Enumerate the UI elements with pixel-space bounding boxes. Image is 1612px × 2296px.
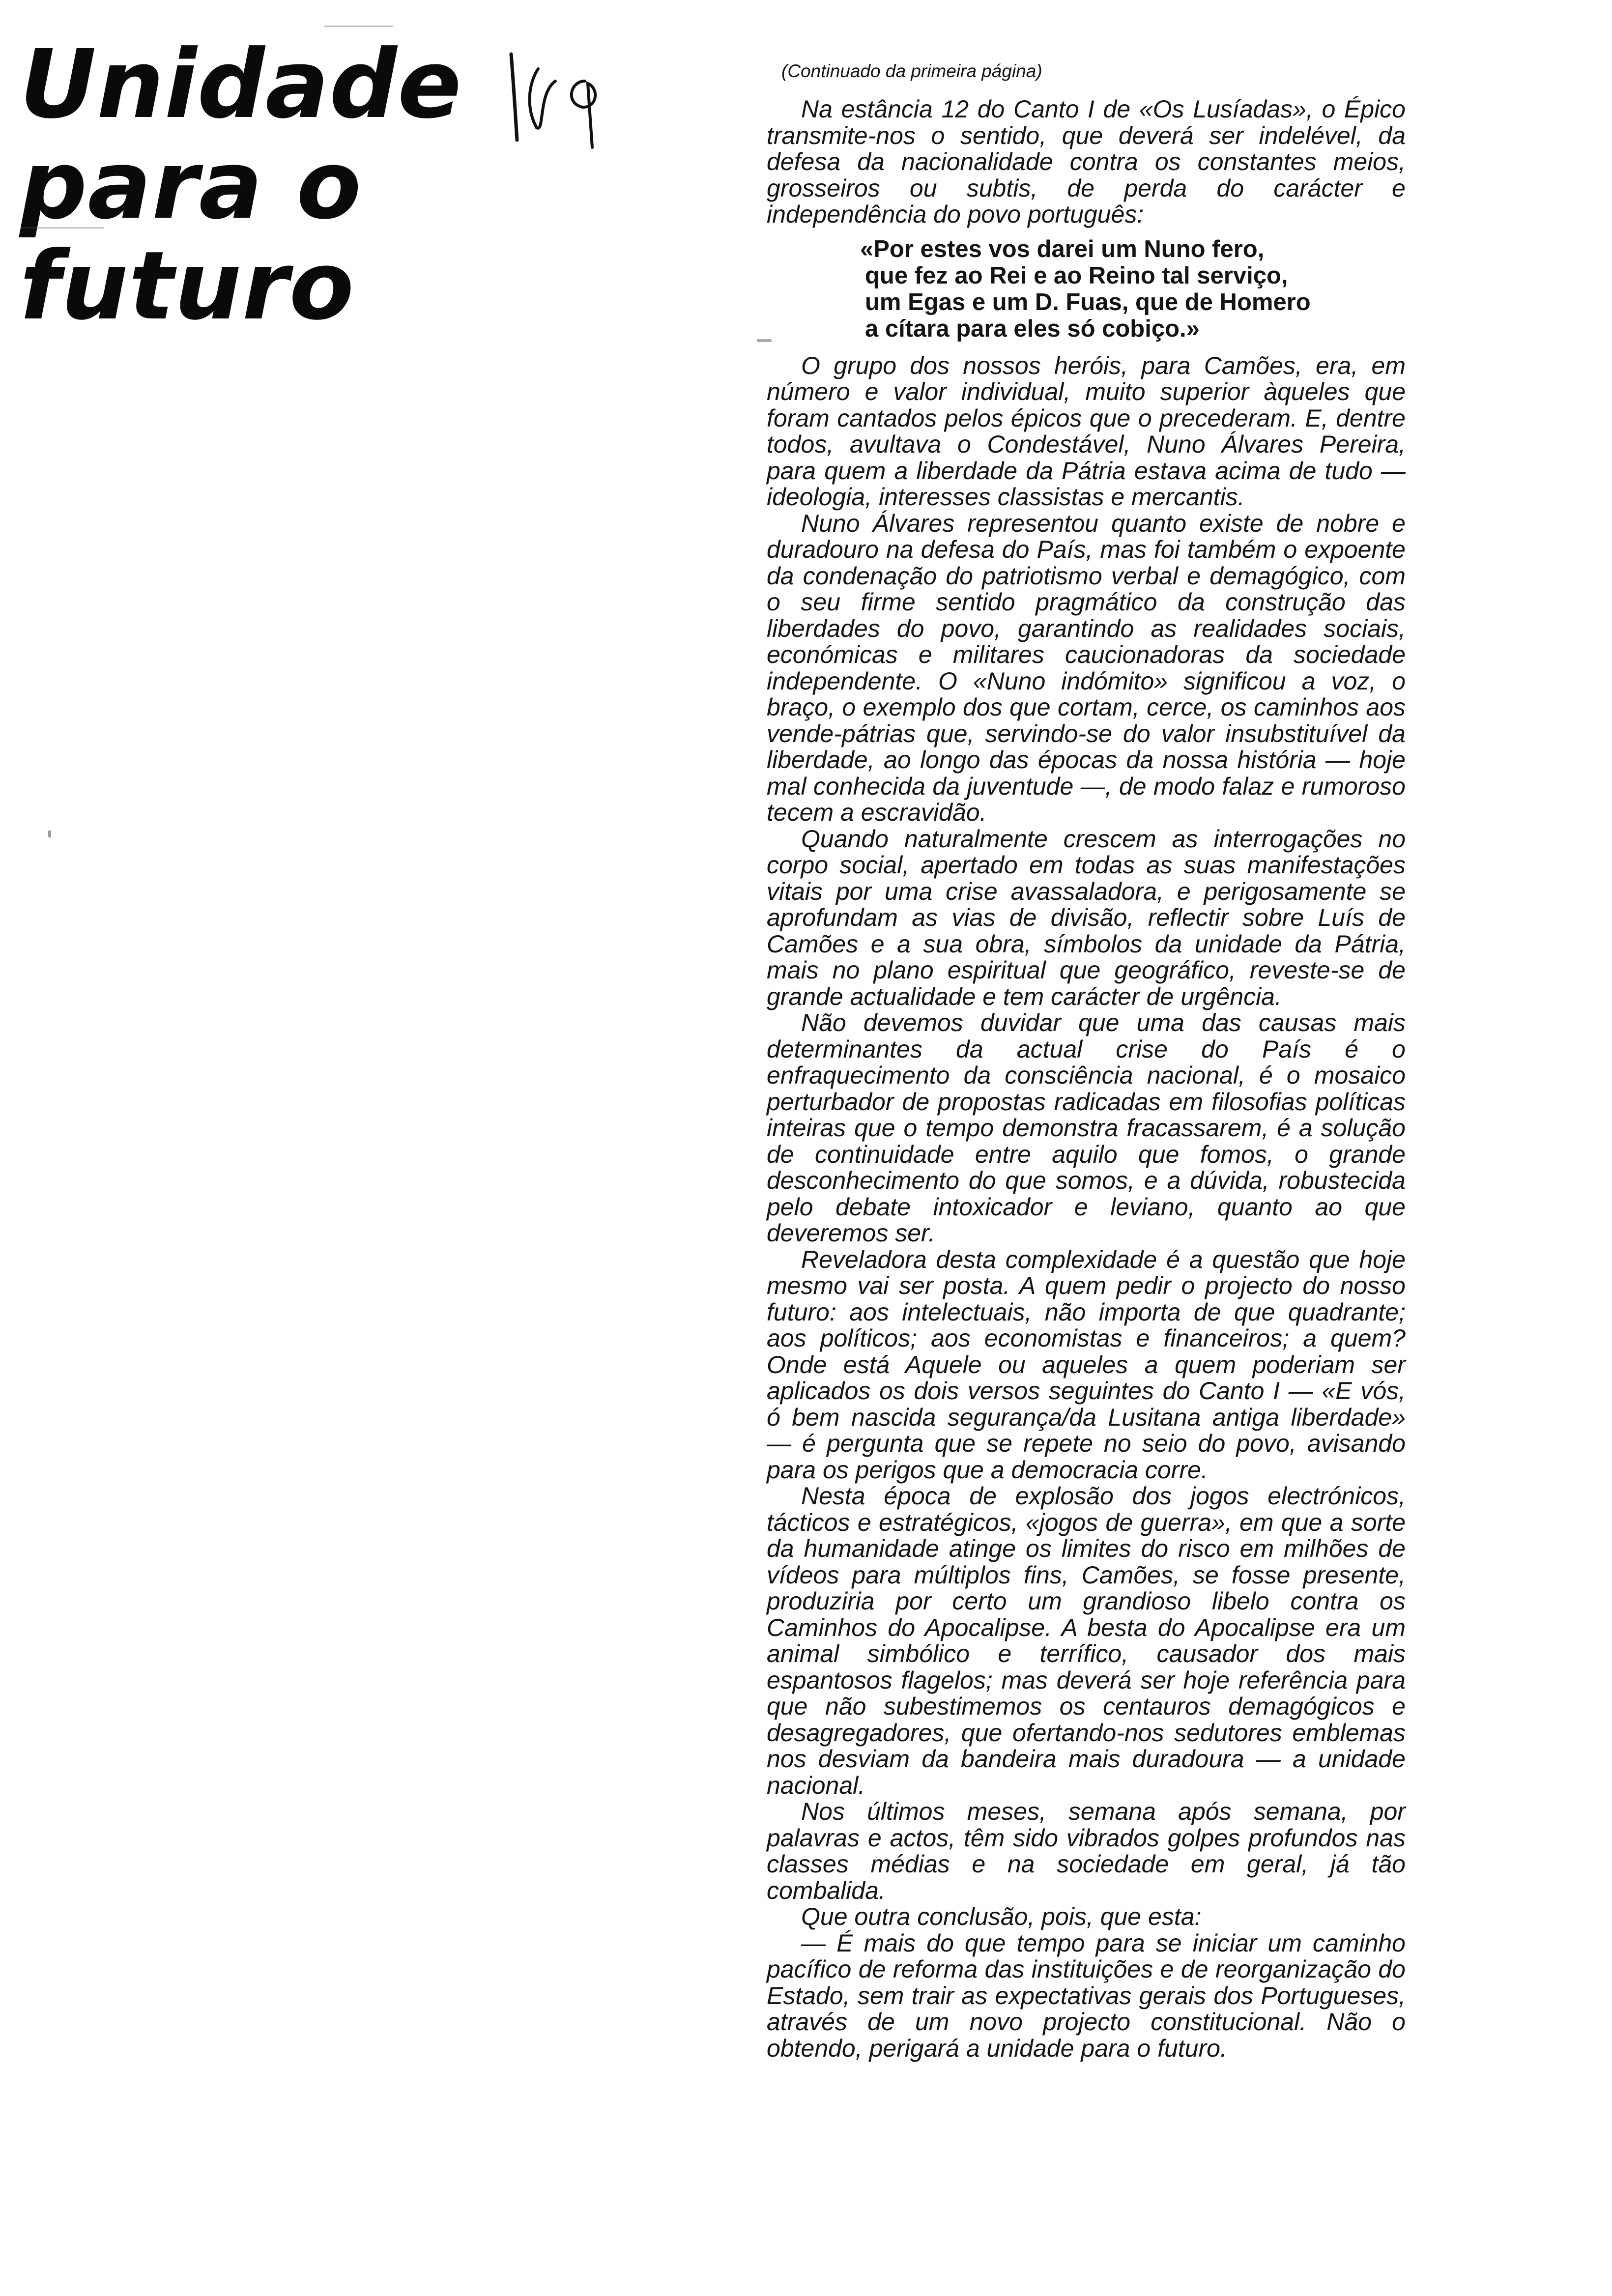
- verse-line: a cítara para eles só cobiço.»: [865, 315, 1200, 342]
- paragraph: O grupo dos nossos heróis, para Camões, era, em número e valor individual, muito superior àqueles que foram cantados pelos épicos que o precederam. E, dentre todos, avultava o Condestável, Nuno Álvares Pereira, para quem a liberdade da Pátria estava acima de tudo — ideologia, interesses classistas e mercantis.: [767, 351, 1406, 511]
- paragraph: Quando naturalmente crescem as interrogações no corpo social, apertado em todas as suas manifestações vitais por uma crise avassaladora, e perigosamente se aprofundam as vias de divisão, reflectir sobre Luís de Camões e a sua obra, símbolos da unidade da Pátria, mais no plano espiritual que geográfico, reveste-se de grande actualidade e tem carácter de urgência.: [767, 825, 1406, 1010]
- scan-speck: [324, 26, 393, 27]
- paragraph: Na estância 12 do Canto I de «Os Lusíadas», o Épico transmite-nos o sentido, que deverá ser indelével, da defesa da nacionalidade contra os constantes meios, grosseiros ou subtis, de perda do carácter e independência do povo português:: [767, 95, 1406, 228]
- scan-speck: [21, 227, 104, 229]
- handwritten-mark-icon: [491, 34, 639, 157]
- paragraph: Que outra conclusão, pois, que esta:: [801, 1903, 1202, 1930]
- paragraph: Nuno Álvares representou quanto existe de nobre e duradouro na defesa do País, mas foi também o expoente da condenação do patriotismo verbal e demagógico, com o seu firme sentido pragmático da construção das liberdades do povo, garantindo as realidades sociais, económicas e militares caucionadoras da sociedade independente. O «Nuno indómito» significou a voz, o braço, o exemplo dos que cortam, cerce, os caminhos aos vende-pátrias que, servindo-se do valor insubstituível da liberdade, ao longo das épocas da nossa história — hoje mal conhecida da juventude —, de modo falaz e rumoroso tecem a escravidão.: [767, 509, 1406, 826]
- verse-quote: [860, 235, 1406, 342]
- paragraph: Nesta época de explosão dos jogos electrónicos, tácticos e estratégicos, «jogos de guerra», em que a sorte da humanidade atinge os limites do risco em milhões de vídeos para múltiplos fins, Camões, se fosse presente, produziria por certo um grandioso libelo contra os Caminhos do Apocalipse. A besta do Apocalipse era um animal simbólico e terrífico, causador dos mais espantosos flagelos; mas deverá ser hoje referência para que não subestimemos os centauros demagógicos e desagregadores, que ofertando-nos sedutores emblemas nos desviam da bandeira mais duradoura — a unidade nacional.: [767, 1482, 1406, 1799]
- article-body: [767, 59, 1406, 2062]
- verse-line: que fez ao Rei e ao Reino tal serviço,: [865, 262, 1288, 289]
- scan-speck: [48, 831, 51, 837]
- paragraph: Nos últimos meses, semana após semana, por palavras e actos, têm sido vibrados golpes profundos nas classes médias e na sociedade em geral, já tão combalida.: [767, 1798, 1406, 1904]
- continued-note: (Continuado da primeira página): [781, 61, 1042, 81]
- headline-line-2: para o futuro: [20, 131, 362, 341]
- paragraph: Reveladora desta complexidade é a questão que hoje mesmo vai ser posta. A quem pedir o projecto do nosso futuro: aos intelectuais, não importa de que quadrante; aos políticos; aos economistas e financeiros; a quem? Onde está Aquele ou aqueles a quem poderiam ser aplicados os dois versos seguintes do Canto I — «E vós, ó bem nascida segurança/da Lusitana antiga liberdade» — é pergunta que se repete no seio do povo, avisando para os perigos que a democracia corre.: [767, 1245, 1406, 1484]
- paragraph: — É mais do que tempo para se iniciar um caminho pacífico de reforma das instituições e de reorganização do Estado, sem trair as expectativas gerais dos Portugueses, através de um novo projecto constitucional. Não o obtendo, perigará a unidade para o futuro.: [767, 1929, 1406, 2062]
- paragraph: Não devemos duvidar que uma das causas mais determinantes da actual crise do País é o enfraquecimento da consciência nacional, é o mosaico perturbador de propostas radicadas em filosofias políticas inteiras que o tempo demonstra fracassarem, é a solução de continuidade entre aquilo que fomos, o grande desconhecimento do que somos, e a dúvida, robustecida pelo debate intoxicador e leviano, quanto ao que deveremos ser.: [767, 1009, 1406, 1247]
- headline-line-1: Unidade: [20, 30, 462, 140]
- verse-line: um Egas e um D. Fuas, que de Homero: [865, 288, 1311, 316]
- verse-line: «Por estes vos darei um Nuno fero,: [860, 235, 1265, 262]
